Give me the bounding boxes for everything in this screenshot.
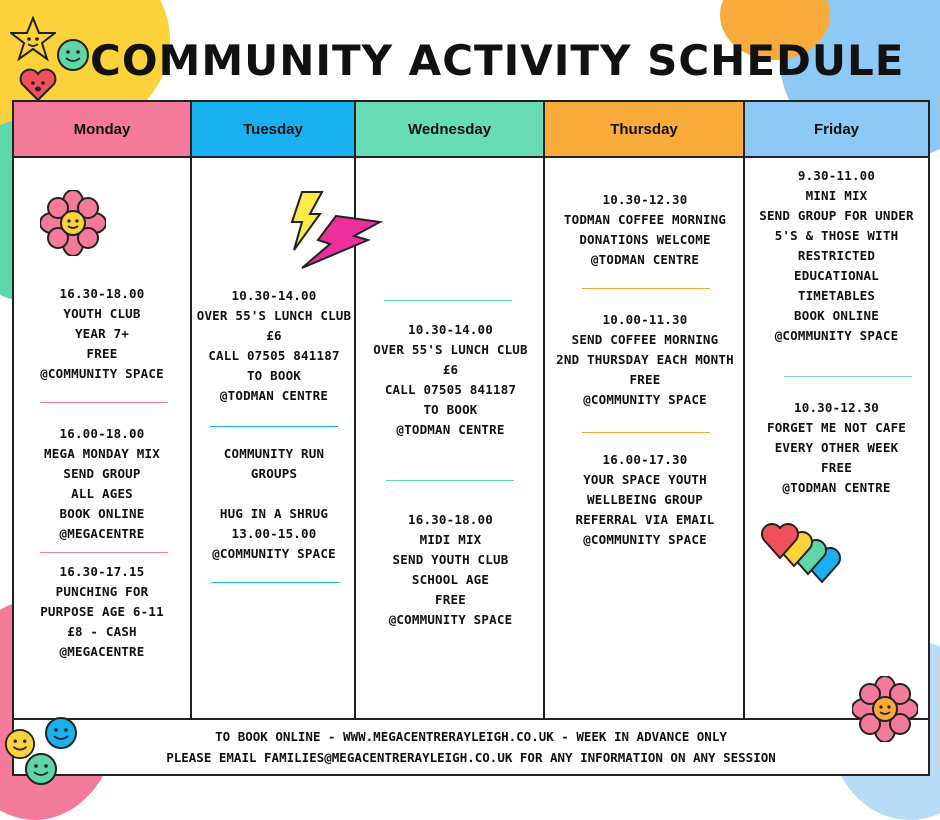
- session-line: @TODMAN CENTRE: [219, 388, 329, 403]
- wednesday-session-1: [356, 320, 545, 440]
- session-line: PUNCHING FOR: [55, 584, 149, 599]
- session-line: 16.30-17.15: [59, 564, 145, 579]
- session-line: 16.00-18.00: [59, 426, 145, 441]
- session-line: PURPOSE AGE 6-11: [40, 604, 164, 619]
- session-line: 10.30-14.00: [231, 288, 317, 303]
- session-line: SEND COFFEE MORNING: [571, 332, 719, 347]
- thursday-session-3: [545, 450, 745, 550]
- session-line: WELLBEING GROUP: [587, 492, 703, 507]
- session-line: REFERRAL VIA EMAIL: [575, 512, 715, 527]
- footer: [12, 720, 930, 776]
- session-line: YEAR 7+: [74, 326, 130, 341]
- session-line: HUG IN A SHRUG: [219, 506, 329, 521]
- tuesday-session-1: [192, 286, 356, 406]
- column-tuesday: [192, 158, 356, 718]
- session-line: FREE: [86, 346, 118, 361]
- smiley-icon: [44, 716, 78, 750]
- flower-icon: [852, 676, 918, 742]
- session-line: FREE: [821, 460, 852, 475]
- session-line: BOOK ONLINE: [59, 506, 145, 521]
- session-line: FORGET ME NOT CAFE: [766, 420, 907, 435]
- divider: [582, 288, 710, 289]
- session-line: GROUPS: [250, 466, 298, 481]
- header-monday: Monday: [14, 102, 192, 158]
- session-line: @COMMUNITY SPACE: [212, 546, 336, 561]
- session-line: SEND YOUTH CLUB: [392, 552, 509, 567]
- session-line: COMMUNITY RUN: [223, 446, 325, 461]
- session-line: EDUCATIONAL: [794, 268, 879, 283]
- session-line: TO BOOK: [423, 402, 478, 417]
- session-line: 10.30-12.30: [602, 192, 688, 207]
- session-line: MINI MIX: [805, 188, 868, 203]
- session-line: 16.00-17.30: [602, 452, 688, 467]
- session-line: YOUR SPACE YOUTH: [583, 472, 707, 487]
- session-line: 5'S & THOSE WITH: [774, 228, 899, 243]
- session-line: @TODMAN CENTRE: [782, 480, 891, 495]
- footer-email-line: PLEASE EMAIL FAMILIES@MEGACENTRERAYLEIGH.CO.UK FOR ANY INFORMATION ON ANY SESSION: [166, 750, 776, 765]
- session-line: TO BOOK: [246, 368, 302, 383]
- session-line: 9.30-11.00: [797, 168, 876, 183]
- tuesday-session-2: [192, 444, 356, 484]
- session-line: BOOK ONLINE: [794, 308, 879, 323]
- header-friday: Friday: [745, 102, 928, 158]
- session-line: DONATIONS WELCOME: [579, 232, 711, 247]
- divider: [212, 582, 340, 583]
- session-line: OVER 55'S LUNCH CLUB: [196, 308, 352, 323]
- footer-booking-line: TO BOOK ONLINE - WWW.MEGACENTRERAYLEIGH.CO.UK - WEEK IN ADVANCE ONLY: [215, 729, 727, 744]
- session-line: 2ND THURSDAY EACH MONTH: [556, 352, 734, 367]
- column-monday: [14, 158, 192, 718]
- session-line: MIDI MIX: [419, 532, 482, 547]
- session-line: @COMMUNITY SPACE: [583, 392, 707, 407]
- session-line: @TODMAN CENTRE: [590, 252, 700, 267]
- tuesday-session-3: [192, 504, 356, 564]
- session-line: RESTRICTED: [797, 248, 876, 263]
- divider: [210, 426, 338, 427]
- page-title: COMMUNITY ACTIVITY SCHEDULE: [90, 36, 905, 85]
- session-line: ALL AGES: [71, 486, 133, 501]
- session-line: 13.00-15.00: [231, 526, 317, 541]
- wednesday-session-2: [356, 510, 545, 630]
- session-line: SEND GROUP: [63, 466, 141, 481]
- session-line: YOUTH CLUB: [63, 306, 141, 321]
- session-line: 10.00-11.30: [602, 312, 688, 327]
- friday-session-1: [745, 166, 928, 346]
- header-thursday: Thursday: [545, 102, 745, 158]
- session-line: £6: [266, 328, 282, 343]
- session-line: SCHOOL AGE: [411, 572, 490, 587]
- divider: [386, 480, 514, 481]
- session-line: FREE: [435, 592, 466, 607]
- session-line: 10.30-12.30: [794, 400, 879, 415]
- header-wednesday: Wednesday: [356, 102, 545, 158]
- friday-session-2: [745, 398, 928, 498]
- session-line: £8 - CASH: [67, 624, 137, 639]
- smiley-icon: [56, 38, 90, 72]
- thursday-session-2: [545, 310, 745, 410]
- session-line: @COMMUNITY SPACE: [583, 532, 707, 547]
- smiley-icon: [24, 752, 58, 786]
- divider: [40, 552, 168, 553]
- flower-icon: [40, 190, 106, 256]
- session-line: MEGA MONDAY MIX: [44, 446, 160, 461]
- session-line: 16.30-18.00: [59, 286, 145, 301]
- session-line: TIMETABLES: [797, 288, 876, 303]
- session-line: CALL 07505 841187: [208, 348, 340, 363]
- star-icon: [10, 16, 56, 62]
- session-line: CALL 07505 841187: [384, 382, 517, 397]
- session-line: @COMMUNITY SPACE: [774, 328, 899, 343]
- session-line: @COMMUNITY SPACE: [40, 366, 164, 381]
- session-line: 10.30-14.00: [408, 322, 493, 337]
- session-line: TODMAN COFFEE MORNING: [563, 212, 727, 227]
- session-line: £6: [442, 362, 459, 377]
- thursday-session-1: [545, 190, 745, 270]
- monday-session-2: [14, 424, 190, 544]
- monday-session-3: [14, 562, 190, 662]
- heart-icon: [18, 66, 58, 102]
- session-line: @MEGACENTRE: [59, 644, 145, 659]
- divider: [40, 402, 168, 403]
- monday-session-1: [14, 284, 190, 384]
- divider: [582, 432, 710, 433]
- session-line: EVERY OTHER WEEK: [774, 440, 899, 455]
- session-line: 16.30-18.00: [408, 512, 493, 527]
- header-tuesday: Tuesday: [192, 102, 356, 158]
- divider: [784, 376, 912, 377]
- session-line: SEND GROUP FOR UNDER: [759, 208, 914, 223]
- schedule-table: [12, 100, 930, 720]
- divider: [384, 300, 512, 301]
- session-line: @MEGACENTRE: [59, 526, 145, 541]
- session-line: OVER 55'S LUNCH CLUB: [373, 342, 528, 357]
- session-line: FREE: [629, 372, 661, 387]
- session-line: @COMMUNITY SPACE: [388, 612, 513, 627]
- session-line: @TODMAN CENTRE: [396, 422, 505, 437]
- hearts-icon: [760, 516, 856, 588]
